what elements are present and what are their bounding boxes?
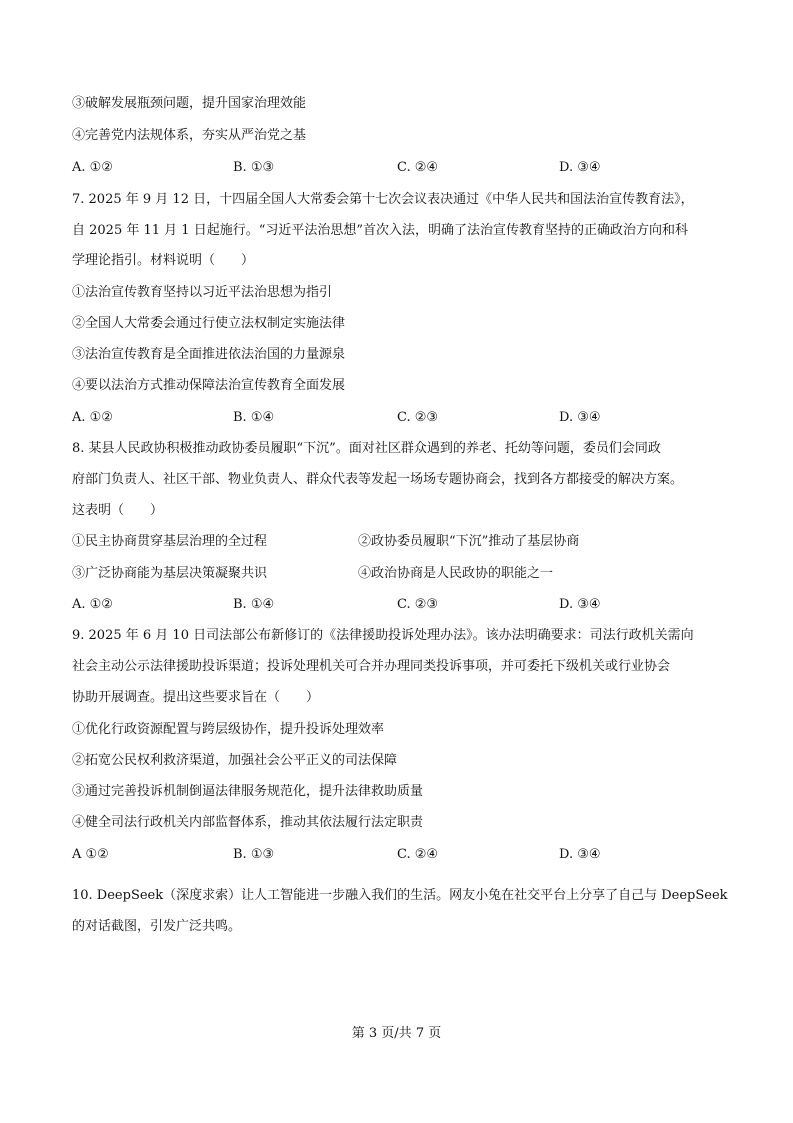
option-a: A ①②	[72, 847, 109, 862]
question-9-line-3: 协助开展调查。提出这些要求旨在（ ）	[72, 690, 320, 705]
option-b: B. ①④	[233, 410, 275, 425]
q9-statement-2: ②拓宽公民权利救济渠道，加强社会公平正义的司法保障	[72, 753, 398, 768]
option-c: C. ②③	[397, 410, 439, 425]
q9-statement-3: ③通过完善投诉机制倒逼法律服务规范化，提升法律救助质量	[72, 784, 424, 799]
page-footer: 第 3 页/共 7 页	[351, 1026, 442, 1041]
q9-statement-1: ①优化行政资源配置与跨层级协作，提升投诉处理效率	[72, 722, 385, 737]
option-a: A. ①②	[72, 410, 113, 425]
option-d: D. ③④	[559, 160, 601, 175]
q8-statement-1: ①民主协商贯穿基层治理的全过程	[72, 534, 268, 549]
q7-statement-3: ③法治宣传教育是全面推进依法治国的力量源泉	[72, 347, 346, 362]
q6-options	[72, 160, 732, 176]
option-c: C. ②④	[397, 160, 439, 175]
option-a: A. ①②	[72, 160, 113, 175]
q9-options	[72, 847, 732, 863]
q7-options	[72, 410, 732, 426]
q8-statement-4: ④政治协商是人民政协的职能之一	[358, 566, 554, 581]
question-9-line-1: 9. 2025 年 6 月 10 日司法部公布新修订的《法律援助投诉处理办法》。该办法明确要求：司法行政机关需向	[72, 628, 694, 643]
question-8-line-2: 府部门负责人、社区干部、物业负责人、群众代表等发起一场场专题协商会，找到各方都接受的解决方案。	[72, 472, 684, 487]
option-b: B. ①③	[233, 160, 275, 175]
question-10-line-2: 的对话截图，引发广泛共鸣。	[72, 919, 242, 934]
q9-statement-4: ④健全司法行政机关内部监督体系，推动其依法履行法定职责	[72, 815, 424, 830]
q8-options	[72, 597, 732, 613]
option-c: C. ②④	[397, 847, 439, 862]
q7-statement-2: ②全国人大常委会通过行使立法权制定实施法律	[72, 316, 346, 331]
question-8-line-3: 这表明（ ）	[72, 503, 164, 518]
option-d: D. ③④	[559, 847, 601, 862]
question-8-line-1: 8. 某县人民政协积极推动政协委员履职“下沉”。面对社区群众遇到的养老、托幼等问题，委员们会同政	[72, 441, 661, 456]
question-7-line-1: 7. 2025 年 9 月 12 日，十四届全国人大常委会第十七次会议表决通过《中华人民共和国法治宣传教育法》，	[72, 192, 694, 207]
option-b: B. ①④	[233, 597, 275, 612]
statement-4: ④完善党内法规体系，夯实从严治党之基	[72, 128, 307, 143]
option-d: D. ③④	[559, 597, 601, 612]
option-d: D. ③④	[559, 410, 601, 425]
statement-3: ③破解发展瓶颈问题，提升国家治理效能	[72, 96, 307, 111]
question-10-line-1: 10. DeepSeek（深度求索）让人工智能进一步融入我们的生活。网友小兔在社交平台上分享了自己与 DeepSeek	[72, 888, 728, 903]
q8-statement-3: ③广泛协商能为基层决策凝聚共识	[72, 566, 268, 581]
q7-statement-1: ①法治宣传教育坚持以习近平法治思想为指引	[72, 285, 333, 300]
q7-statement-4: ④要以法治方式推动保障法治宣传教育全面发展	[72, 378, 346, 393]
option-a: A. ①②	[72, 597, 113, 612]
q8-statement-2: ②政协委员履职“下沉”推动了基层协商	[358, 534, 580, 549]
question-7-line-2: 自 2025 年 11 月 1 日起施行。“习近平法治思想”首次入法，明确了法治宣传教育坚持的正确政治方向和科	[72, 223, 688, 238]
question-7-line-3: 学理论指引。材料说明（ ）	[72, 253, 255, 268]
option-c: C. ②③	[397, 597, 439, 612]
option-b: B. ①③	[233, 847, 275, 862]
question-9-line-2: 社会主动公示法律援助投诉渠道；投诉处理机关可合并办理同类投诉事项，并可委托下级机关或行业协会	[72, 659, 671, 674]
